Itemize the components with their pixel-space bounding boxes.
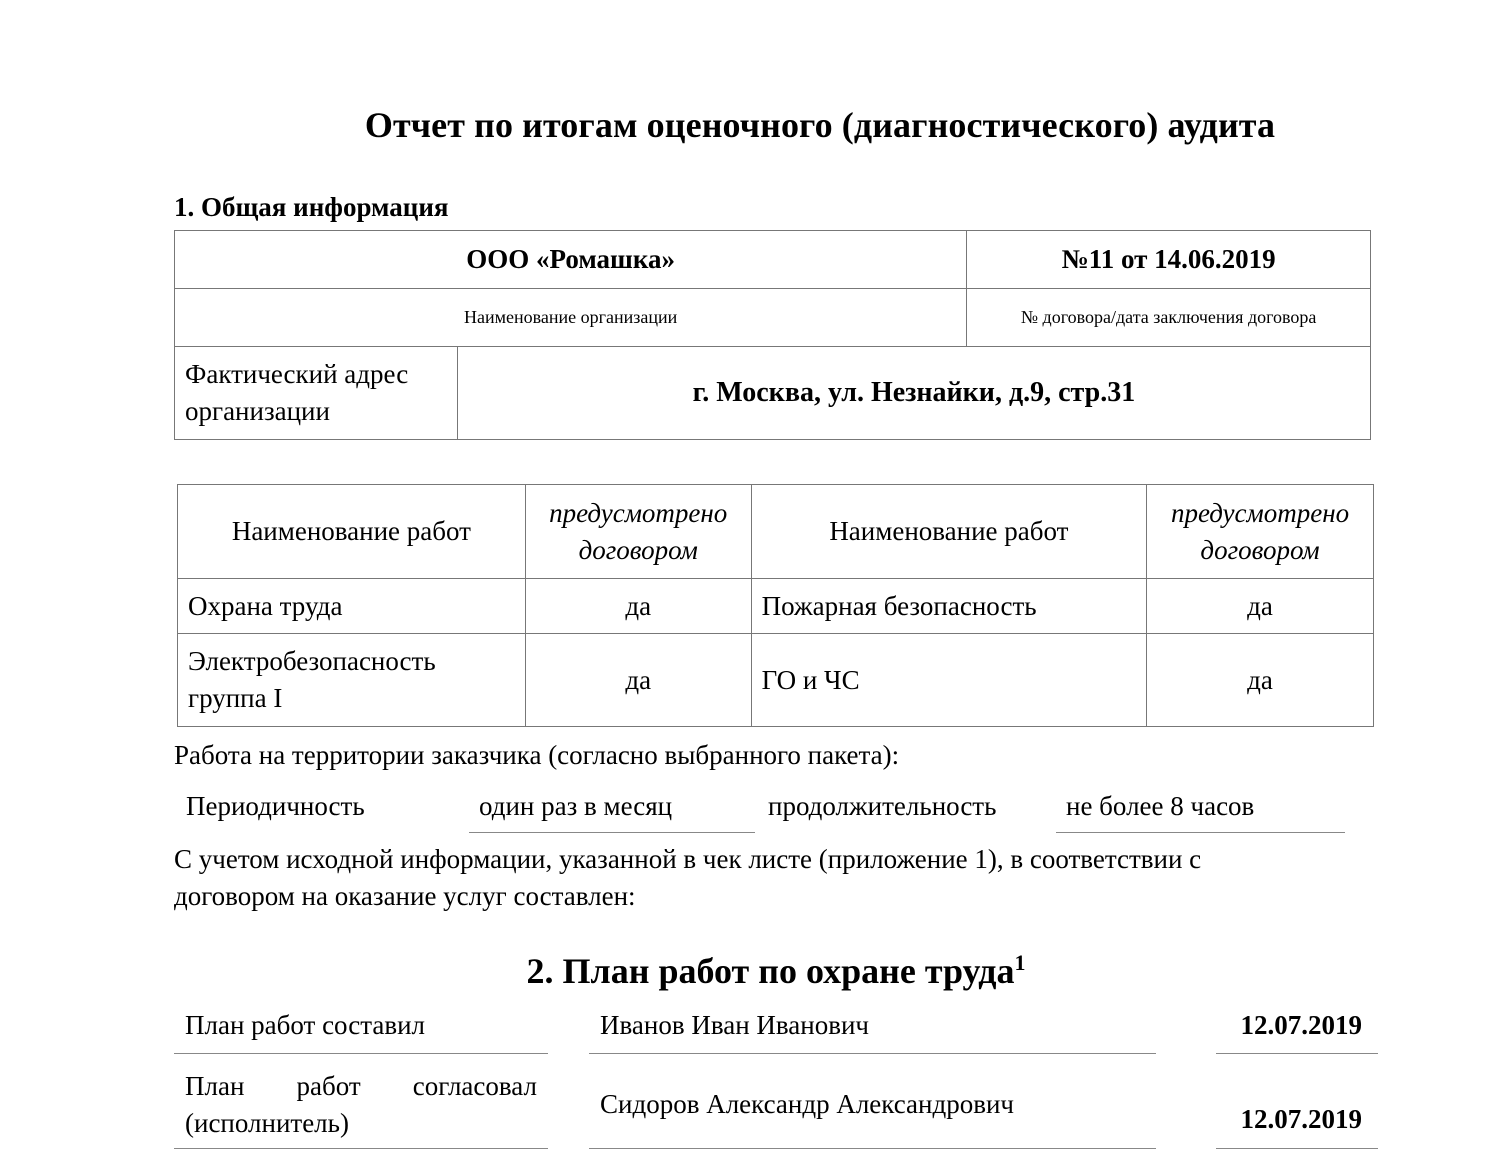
duration-value: не более 8 часов (1056, 791, 1345, 833)
works-table (177, 484, 1374, 727)
document-title: Отчет по итогам оценочного (диагностического) аудита (364, 105, 1276, 145)
address-label: Фактический адрес организации (175, 347, 458, 440)
works-col3-header: Наименование работ (751, 485, 1146, 579)
work-name: ГО и ЧС (751, 634, 1146, 727)
organization-name: ООО «Ромашка» (175, 231, 967, 289)
works-col4-header: предусмотрено договором (1147, 485, 1374, 579)
section-1-heading: 1. Общая информация (174, 192, 449, 222)
compiled-name: Иванов Иван Иванович (589, 1010, 1156, 1054)
work-included: да (525, 634, 751, 727)
periodicity-value: один раз в месяц (469, 791, 755, 833)
duration-label: продолжительность (768, 791, 997, 821)
approved-date: 12.07.2019 (1216, 1068, 1378, 1149)
address-value: г. Москва, ул. Незнайки, д.9, стр.31 (457, 347, 1370, 440)
table-row (178, 579, 1374, 634)
work-name: Охрана труда (178, 579, 526, 634)
organization-name-caption: Наименование организации (175, 289, 967, 347)
work-included: да (1147, 634, 1374, 727)
periodicity-label: Периодичность (186, 791, 365, 821)
contract-number: №11 от 14.06.2019 (967, 231, 1371, 289)
territory-text: Работа на территории заказчика (согласно выбранного пакета): (174, 740, 900, 770)
general-info-table (174, 230, 1371, 440)
contract-caption: № договора/дата заключения договора (967, 289, 1371, 347)
footnote-mark: 1 (1014, 950, 1026, 975)
table-row (178, 634, 1374, 727)
works-col1-header: Наименование работ (178, 485, 526, 579)
compiled-label: План работ составил (174, 1010, 548, 1054)
works-col2-header: предусмотрено договором (525, 485, 751, 579)
approved-name: Сидоров Александр Александрович (589, 1068, 1156, 1149)
work-name: Пожарная безопасность (751, 579, 1146, 634)
works-table-header (178, 485, 1374, 579)
work-included: да (1147, 579, 1374, 634)
work-included: да (525, 579, 751, 634)
intro-text: С учетом исходной информации, указанной в чек листе (приложение 1), в соответствии с договором на оказание услуг составлен: (174, 844, 1202, 911)
compiled-date: 12.07.2019 (1216, 1010, 1378, 1054)
approved-label: План работ согласовал (исполнитель) (174, 1068, 548, 1149)
work-name: Электробезопасность группа I (178, 634, 526, 727)
section-2-heading: 2. План работ по охране труда$^1$ (526, 950, 1026, 991)
